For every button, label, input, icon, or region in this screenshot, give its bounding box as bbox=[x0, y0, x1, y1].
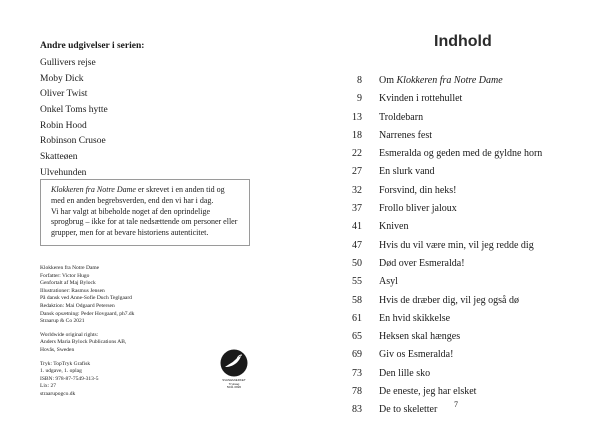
toc-title: Narrenes fest bbox=[379, 129, 433, 141]
toc-title: Frollo bliver jaloux bbox=[379, 203, 457, 215]
toc-page-number: 69 bbox=[352, 349, 362, 361]
toc-title: Troldebarn bbox=[379, 111, 424, 123]
table-of-contents bbox=[348, 72, 588, 420]
toc-entry bbox=[348, 109, 588, 127]
ecolabel-line: SVANEMÆRKET bbox=[222, 378, 246, 382]
toc-page-number: 47 bbox=[352, 239, 362, 251]
toc-entry bbox=[348, 365, 588, 383]
language-notice-box bbox=[40, 179, 250, 246]
toc-page-number: 32 bbox=[352, 184, 362, 196]
series-title: Skatteøen bbox=[40, 152, 78, 163]
page-number: 7 bbox=[454, 400, 458, 409]
toc-page-number: 73 bbox=[352, 367, 362, 379]
toc-title: Esmeralda og geden med de gyldne horn bbox=[379, 148, 543, 160]
toc-entry bbox=[348, 218, 588, 236]
toc-page-number: 83 bbox=[352, 404, 362, 416]
series-heading: Andre udgivelser i serien: bbox=[40, 41, 145, 51]
toc-title: Kvinden i rottehullet bbox=[379, 93, 463, 105]
toc-page-number: 78 bbox=[352, 386, 362, 398]
colophon bbox=[40, 265, 134, 399]
toc-entry bbox=[348, 182, 588, 200]
nordic-swan-ecolabel-icon bbox=[220, 349, 248, 377]
colophon-line: Forfatter: Victor Hugo bbox=[40, 272, 90, 279]
colophon-line: ISBN: 978-87-7549-313-5 bbox=[40, 375, 99, 382]
toc-title: Asyl bbox=[379, 276, 398, 288]
colophon-line: Redaktion: Mai Odgaard Petersen bbox=[40, 302, 115, 309]
toc-title: Kniven bbox=[379, 221, 409, 233]
notice-line-1: er skrevet i en anden tid og med en anden begrebsverden, end den vi har i dag. bbox=[51, 185, 225, 205]
toc-page-number: 61 bbox=[352, 312, 362, 324]
notice-book-title: Klokkeren fra Notre Dame bbox=[51, 185, 136, 194]
toc-title: De to skeletter bbox=[379, 404, 438, 416]
toc-page-number: 27 bbox=[352, 166, 362, 178]
series-list bbox=[40, 56, 108, 182]
toc-entry bbox=[348, 145, 588, 163]
toc-heading: Indhold bbox=[434, 33, 492, 50]
ecolabel-caption bbox=[213, 379, 255, 390]
colophon-line: Illustrationer: Rasmus Jensen bbox=[40, 287, 105, 294]
colophon-line: Genfortalt af Maj Bylock bbox=[40, 280, 96, 287]
colophon-line: Anders Maria Bylock Publications AB, bbox=[40, 339, 127, 346]
toc-title bbox=[379, 75, 503, 86]
toc-entry bbox=[348, 273, 588, 291]
series-title: Oliver Twist bbox=[40, 89, 88, 100]
colophon-line: Dansk opsætning: Peder Hovgaard, ph7.dk bbox=[40, 310, 135, 317]
series-title: Robinson Crusoe bbox=[40, 136, 106, 147]
toc-entry bbox=[348, 90, 588, 108]
toc-page-number: 13 bbox=[352, 111, 362, 123]
toc-page-number: 9 bbox=[357, 93, 362, 105]
ecolabel-line: Tryksag bbox=[228, 381, 240, 386]
toc-title: Heksen skal hænges bbox=[379, 331, 461, 343]
toc-title-italic: Klokkeren fra Notre Dame bbox=[396, 75, 503, 86]
toc-title-prefix: Om bbox=[379, 75, 397, 86]
toc-title: En slurk vand bbox=[379, 166, 435, 178]
toc-page-number: 8 bbox=[357, 75, 362, 86]
series-title: Robin Hood bbox=[40, 120, 87, 131]
toc-title: Hvis de dræber dig, vil jeg også dø bbox=[379, 294, 519, 306]
toc-title: Hvis du vil være min, vil jeg redde dig bbox=[379, 239, 534, 251]
toc-page-number: 41 bbox=[352, 221, 362, 233]
toc-entry bbox=[348, 401, 588, 419]
notice-paragraph-2: Vi har valgt at bibeholde noget af den oprindelige sprogbrug – ikke for at tale nedsættende om personer eller grupper, men for at bevare historiens autenticitet. bbox=[51, 206, 238, 238]
colophon-line: Straarup & Co 2021 bbox=[40, 318, 85, 325]
colophon-line: Hovås, Sweden bbox=[40, 346, 75, 353]
series-title: Moby Dick bbox=[40, 73, 84, 84]
toc-entry bbox=[348, 237, 588, 255]
toc-title: Den lille sko bbox=[379, 367, 431, 379]
colophon-line: 1. udgave, 1. oplag bbox=[40, 368, 82, 375]
toc-entry bbox=[348, 310, 588, 328]
toc-title: Forsvind, din heks! bbox=[379, 184, 457, 196]
toc-entry bbox=[348, 127, 588, 145]
toc-title: Giv os Esmeralda! bbox=[379, 349, 454, 361]
toc-page-number: 55 bbox=[352, 276, 362, 288]
toc-entry bbox=[348, 163, 588, 181]
toc-entry bbox=[348, 328, 588, 346]
series-title: Ulvehunden bbox=[40, 167, 87, 178]
toc-entry bbox=[348, 346, 588, 364]
toc-page-number: 22 bbox=[352, 148, 362, 160]
toc-entry bbox=[348, 383, 588, 401]
toc-page-number: 18 bbox=[352, 129, 362, 141]
colophon-line: Lix: 27 bbox=[40, 383, 57, 390]
toc-page-number: 65 bbox=[352, 331, 362, 343]
toc-entry bbox=[348, 292, 588, 310]
right-page bbox=[300, 0, 600, 423]
toc-entry bbox=[348, 200, 588, 218]
toc-title: Død over Esmeralda! bbox=[379, 257, 465, 269]
colophon-line: Klokkeren fra Notre Dame bbox=[40, 265, 100, 271]
notice-paragraph-1 bbox=[51, 185, 239, 207]
toc-title: En hvid skikkelse bbox=[379, 312, 451, 324]
toc-title: De eneste, jeg har elsket bbox=[379, 386, 477, 398]
toc-page-number: 50 bbox=[352, 257, 362, 269]
series-title: Gullivers rejse bbox=[40, 58, 96, 68]
toc-entry bbox=[348, 255, 588, 273]
colophon-line: straarupogco.dk bbox=[40, 390, 76, 397]
ecolabel-line: 5041 0826 bbox=[226, 385, 242, 390]
series-title: Onkel Toms hytte bbox=[40, 105, 108, 116]
colophon-line: Tryk: TopTryk Grafisk bbox=[40, 360, 91, 367]
colophon-line: Worldwide original rights: bbox=[40, 331, 99, 338]
toc-page-number: 58 bbox=[352, 294, 362, 306]
toc-entry bbox=[348, 72, 588, 90]
toc-page-number: 37 bbox=[352, 203, 362, 215]
colophon-line: På dansk ved Anne-Sofie Duch Teglgaard bbox=[40, 295, 132, 302]
